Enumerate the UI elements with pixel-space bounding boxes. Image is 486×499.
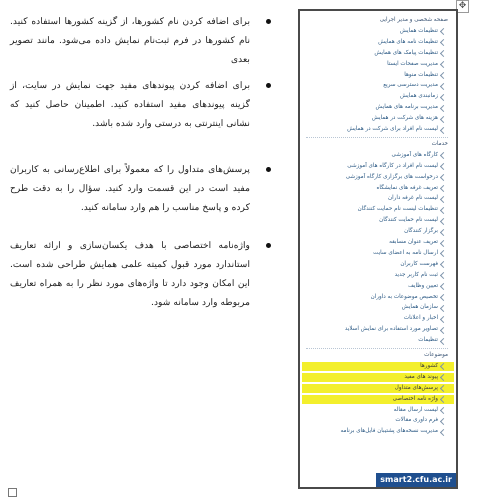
chevron-left-icon: [440, 272, 447, 279]
menu-item[interactable]: هزینه های شرکت در همایش: [371, 115, 438, 122]
menu-item[interactable]: لیست نام غرفه داران: [387, 195, 438, 202]
menu-item[interactable]: فهرست کاربران: [400, 260, 438, 267]
menu-item[interactable]: تعیین وظایف: [408, 282, 438, 289]
menu-item[interactable]: تعریف غرفه های نمایشگاه: [376, 184, 438, 191]
watermark-logo: smart2.cfu.ac.ir: [376, 473, 456, 487]
chevron-left-icon: [440, 185, 447, 192]
chevron-left-icon: [440, 39, 447, 46]
menu-item[interactable]: سازمان همایش: [401, 304, 438, 311]
chevron-left-icon: [440, 261, 447, 268]
menu-item[interactable]: اخبار و اعلانات: [403, 315, 438, 322]
bullet-dot-icon: [266, 243, 271, 248]
menu-section-header[interactable]: موضوعات: [424, 352, 448, 358]
menu-item[interactable]: لیست نام افراد در کارگاه های آموزشی: [347, 162, 438, 169]
move-handle-icon[interactable]: ✥: [456, 0, 469, 13]
menu-item[interactable]: مدیریت برنامه های همایش: [375, 104, 438, 111]
menu-divider: [306, 348, 448, 349]
admin-menu-list: [302, 12, 454, 485]
chevron-left-icon: [440, 229, 447, 236]
menu-item[interactable]: تخصیص موضوعات به داوران: [370, 293, 438, 300]
menu-item[interactable]: زمانبندی همایش: [399, 93, 438, 100]
chevron-left-icon: [440, 207, 447, 214]
menu-section-header[interactable]: خدمات: [431, 140, 448, 147]
paragraph-end-mark: [8, 488, 17, 497]
chevron-left-icon: [440, 429, 447, 436]
chevron-left-icon: [440, 305, 447, 312]
chevron-left-icon: [440, 250, 447, 257]
chevron-left-icon: [440, 28, 447, 35]
menu-item[interactable]: ارسال نامه به اعضای سایت: [373, 249, 438, 256]
menu-item[interactable]: لیست نام حمایت کنندگان: [379, 217, 438, 224]
menu-item[interactable]: پیوند های مفید: [302, 373, 454, 382]
menu-item[interactable]: پرسش‌های متداول: [302, 384, 454, 393]
menu-item[interactable]: لیست نام افراد برای شرکت در همایش: [347, 126, 438, 132]
chevron-left-icon: [440, 152, 447, 159]
menu-item[interactable]: لیست ارسال مقاله: [393, 406, 438, 413]
menu-item[interactable]: تنظیمات نامه های همایش: [378, 38, 438, 45]
menu-section-header[interactable]: صفحه شخصی و مدیر اجرایی: [379, 17, 448, 23]
chevron-left-icon: [440, 94, 447, 101]
chevron-left-icon: [440, 316, 447, 323]
chevron-left-icon: [440, 418, 447, 425]
chevron-left-icon: [440, 407, 447, 414]
bullet-text: برای اضافه کردن نام کشورها، از گزینه کشورها استفاده کنید. نام کشورها در فرم ثبت‌نام نمایش داده می‌شود. مانند تصویر بعدی: [10, 16, 250, 65]
bullet-text: پرسش‌های متداول را که معمولاً برای اطلاع‌رسانی به کاربران مفید است در این قسمت وارد کنید. سؤال را به دقت طرح کرده و پاسخ مناسب را هم وارد سامانه کنید.: [10, 164, 250, 213]
chevron-left-icon: [440, 196, 447, 203]
menu-item[interactable]: تنظیمات پیامک های همایش: [374, 49, 438, 56]
chevron-left-icon: [440, 61, 447, 68]
menu-item[interactable]: ثبت نام کاربر جدید: [394, 271, 438, 278]
bullet-text: برای اضافه کردن پیوندهای مفید جهت نمایش در سایت، از گزینه پیوندهای مفید استفاده کنید. اطمینان حاصل کنید که نشانی اینترنتی به درستی وارد شده باشد.: [10, 80, 250, 129]
chevron-left-icon: [440, 163, 447, 170]
menu-item[interactable]: تنظیمات: [418, 337, 438, 344]
chevron-left-icon: [440, 294, 447, 301]
chevron-left-icon: [440, 72, 447, 79]
bullet-text: واژه‌نامه اختصاصی با هدف یکسان‌سازی و ارائه تعاریف استاندارد مورد قبول کمیته علمی همایش طراحی شده است. این امکان وجود دارد تا واژه‌های مورد نظر را به همراه تعاریف مربوطه وارد سامانه شود.: [10, 240, 250, 308]
menu-item[interactable]: کارگاه های آموزشی: [391, 151, 438, 158]
menu-item[interactable]: مدیریت صفحات ایستا: [387, 60, 438, 67]
chevron-left-icon: [440, 327, 447, 334]
menu-item[interactable]: تنظیمات لیست نام حمایت کنندگان: [357, 206, 438, 213]
menu-item[interactable]: تنظیمات همایش: [399, 27, 438, 34]
chevron-left-icon: [440, 283, 447, 290]
admin-menu-screenshot: [298, 9, 458, 489]
bullet-dot-icon: [266, 83, 271, 88]
bullet-dot-icon: [266, 167, 271, 172]
chevron-left-icon: [440, 174, 447, 181]
menu-item[interactable]: واژه نامه اختصاصی: [302, 395, 454, 404]
menu-item[interactable]: کشورها: [302, 362, 454, 371]
chevron-left-icon: [440, 116, 447, 123]
menu-item[interactable]: فرم داوری مقالات: [395, 417, 438, 424]
chevron-left-icon: [440, 239, 447, 246]
menu-item[interactable]: مدیریت دسترسی سریع: [383, 82, 438, 89]
menu-item[interactable]: برگزار کنندگان: [404, 228, 438, 235]
chevron-left-icon: [440, 126, 447, 133]
chevron-left-icon: [440, 83, 447, 90]
chevron-left-icon: [440, 338, 447, 345]
menu-divider: [306, 137, 448, 138]
menu-item[interactable]: تصاویر مورد استفاده برای نمایش اسلاید: [344, 326, 438, 333]
bullet-dot-icon: [266, 19, 271, 24]
menu-item[interactable]: درخواست های برگزاری کارگاه آموزشی: [345, 173, 438, 180]
chevron-left-icon: [440, 50, 447, 57]
menu-item[interactable]: مدیریت نسخه‌های پشتیبان فایل‌های برنامه: [340, 428, 438, 435]
menu-item[interactable]: تعریف عنوان مسابقه: [389, 239, 438, 245]
chevron-left-icon: [440, 105, 447, 112]
menu-item[interactable]: تنظیمات منوها: [404, 71, 438, 78]
chevron-left-icon: [440, 218, 447, 225]
